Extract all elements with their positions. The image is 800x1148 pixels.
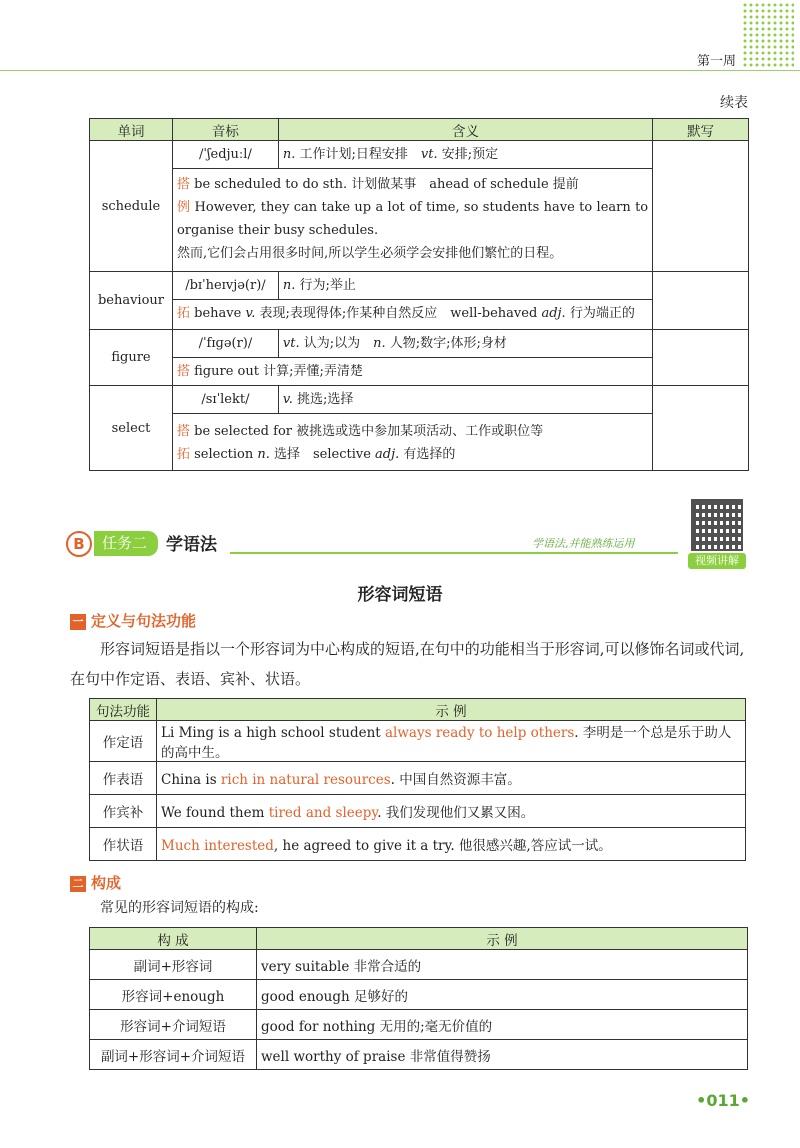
grammar-title: 形容词短语 <box>357 585 443 605</box>
structure-example: good enough 足够好的 <box>257 980 748 1010</box>
vocab-dictation-cell[interactable] <box>653 386 749 471</box>
header-divider <box>0 70 800 71</box>
section-number: 二 <box>70 876 86 892</box>
table-row <box>90 828 746 861</box>
tag-extension: 拓 <box>176 306 190 321</box>
vocab-header-word: 单词 <box>90 119 173 141</box>
example-translation: 然而,它们会占用很多时间,所以学生必须学会安排他们繁忙的日程。 <box>176 246 563 261</box>
table-row <box>90 169 749 272</box>
function-label: 作宾补 <box>90 795 157 828</box>
table-row <box>90 358 749 386</box>
vocab-header-row <box>90 119 749 141</box>
table-row <box>90 950 748 980</box>
structure-form: 副词+形容词+介词短语 <box>90 1040 257 1070</box>
structure-example: good for nothing 无用的;毫无价值的 <box>257 1010 748 1040</box>
table-row <box>90 1010 748 1040</box>
vocab-phonetic: /bɪˈheɪvjə(r)/ <box>172 272 278 300</box>
structure-example: well worthy of praise 非常值得赞扬 <box>257 1040 748 1070</box>
table-row <box>90 721 746 762</box>
definition-paragraph: 形容词短语是指以一个形容词为中心构成的短语,在句中的功能相当于形容词,可以修饰名词或代词,在句中作定语、表语、宾补、状语。 <box>70 640 745 688</box>
vocab-word: schedule <box>90 141 173 272</box>
task-label: 任务二 <box>94 531 158 556</box>
table-row <box>90 272 749 300</box>
structure-table <box>89 927 748 1070</box>
table-row <box>90 414 749 471</box>
structure-example: very suitable 非常合适的 <box>257 950 748 980</box>
vocab-meaning: v. 挑选;选择 <box>278 386 652 414</box>
table-row <box>90 141 749 169</box>
tag-collocation: 搭 <box>176 364 190 379</box>
task-slogan: 学语法,并能熟练运用 <box>532 537 635 550</box>
structure-header-form: 构 成 <box>90 928 257 950</box>
section-heading-structure: 二 构成 <box>70 872 121 893</box>
continued-label: 续表 <box>720 95 748 111</box>
table-row <box>90 386 749 414</box>
function-table <box>89 698 746 861</box>
structure-header-example: 示 例 <box>257 928 748 950</box>
structure-header-row <box>90 928 748 950</box>
tag-collocation: 搭 <box>176 424 190 439</box>
vocab-phonetic: /ˈʃedjuːl/ <box>172 141 278 169</box>
vocab-usage: 搭 be scheduled to do sth. 计划做某事 ahead of schedule 提前 例 However, they can take up a lot of time, so students have to learn to organise their busy schedules. 然而,它们会占用很多时间,所以学生必须学会安排他们繁忙的日程。 <box>172 169 652 272</box>
tag-collocation: 搭 <box>176 177 190 192</box>
qr-code-icon[interactable] <box>691 499 743 551</box>
structure-form: 形容词+enough <box>90 980 257 1010</box>
vocab-meaning: n. 工作计划;日程安排 vt. 安排;预定 <box>278 141 652 169</box>
function-header-row <box>90 699 746 721</box>
function-example: China is rich in natural resources. 中国自然资源丰富。 <box>157 762 746 795</box>
vocab-usage: 搭 figure out 计算;弄懂;弄清楚 <box>172 358 652 386</box>
vocab-phonetic: /ˈfɪɡə(r)/ <box>172 330 278 358</box>
function-label: 作表语 <box>90 762 157 795</box>
vocab-dictation-cell[interactable] <box>653 330 749 386</box>
vocab-header-phonetic: 音标 <box>172 119 278 141</box>
table-row <box>90 1040 748 1070</box>
structure-paragraph: 常见的形容词短语的构成: <box>100 900 259 916</box>
section-heading-definition: 一 定义与句法功能 <box>70 610 196 631</box>
function-header-func: 句法功能 <box>90 699 157 721</box>
vocab-word: figure <box>90 330 173 386</box>
video-explanation-label[interactable]: 视频讲解 <box>688 553 746 569</box>
function-label: 作定语 <box>90 721 157 762</box>
table-row <box>90 330 749 358</box>
function-example: Li Ming is a high school student always ready to help others. 李明是一个总是乐于助人的高中生。 <box>157 721 746 762</box>
vocab-table <box>89 118 749 471</box>
table-row <box>90 300 749 330</box>
vocab-dictation-cell[interactable] <box>653 141 749 272</box>
vocab-word: behaviour <box>90 272 173 330</box>
task-underline <box>230 552 678 554</box>
structure-form: 形容词+介词短语 <box>90 1010 257 1040</box>
function-example: Much interested, he agreed to give it a try. 他很感兴趣,答应试一试。 <box>157 828 746 861</box>
function-header-example: 示 例 <box>157 699 746 721</box>
structure-form: 副词+形容词 <box>90 950 257 980</box>
vocab-meaning: vt. 认为;以为 n. 人物;数字;体形;身材 <box>278 330 652 358</box>
section-number: 一 <box>70 614 86 630</box>
section-letter-badge: B <box>66 531 92 557</box>
table-row <box>90 762 746 795</box>
vocab-phonetic: /sɪˈlekt/ <box>172 386 278 414</box>
vocab-meaning: n. 行为;举止 <box>278 272 652 300</box>
page-number: •011• <box>696 1091 750 1110</box>
vocab-word: select <box>90 386 173 471</box>
vocab-usage: 搭 be selected for 被挑选或选中参加某项活动、工作或职位等 拓 selection n. 选择 selective adj. 有选择的 <box>172 414 652 471</box>
tag-example: 例 <box>176 200 191 215</box>
table-row <box>90 795 746 828</box>
vocab-header-meaning: 含义 <box>278 119 652 141</box>
vocab-usage: 拓 behave v. 表现;表现得体;作某种自然反应 well-behaved adj. 行为端正的 <box>172 300 652 330</box>
function-example: We found them tired and sleepy. 我们发现他们又累又困。 <box>157 795 746 828</box>
vocab-dictation-cell[interactable] <box>653 272 749 330</box>
table-row <box>90 980 748 1010</box>
function-label: 作状语 <box>90 828 157 861</box>
tag-extension: 拓 <box>176 447 190 462</box>
task-title: 学语法 <box>166 535 217 555</box>
decorative-dots <box>742 2 794 68</box>
week-label: 第一周 <box>696 54 736 69</box>
vocab-header-dictation: 默写 <box>653 119 749 141</box>
